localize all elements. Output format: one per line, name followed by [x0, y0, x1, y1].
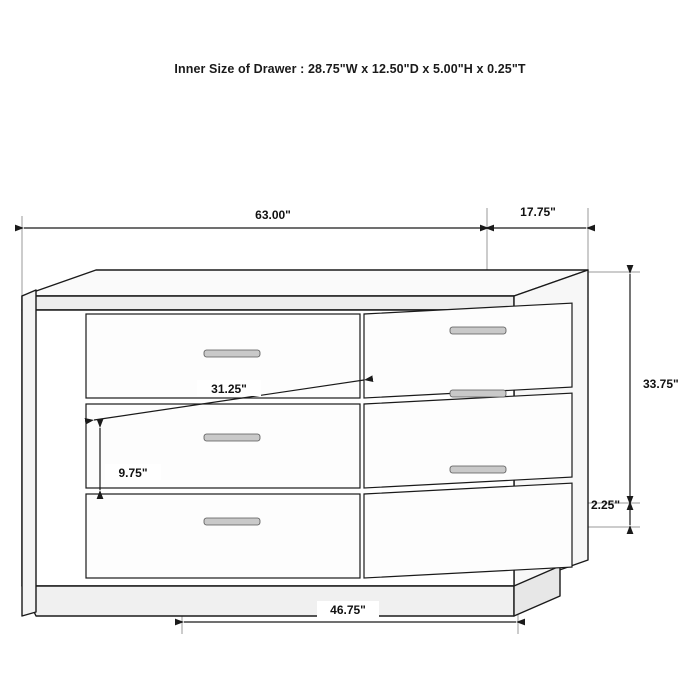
dim-label-drawer-width: 31.25": [211, 382, 247, 396]
drawer-front-top-right: [364, 303, 572, 398]
dim-label-height-total: 33.75": [643, 377, 679, 391]
handle-top-right: [450, 327, 506, 334]
handle-bottom-left: [204, 518, 260, 525]
drawer-fronts: [86, 303, 572, 578]
dim-label-base-height: 2.25": [591, 498, 621, 512]
drawer-front-bottom-left: [86, 494, 360, 578]
drawer-front-bottom-right: [364, 483, 572, 578]
dim-label-depth-top: 17.75": [520, 205, 556, 219]
handle-mid-left: [204, 434, 260, 441]
dim-label-base-width: 46.75": [330, 603, 366, 617]
dim-label-drawer-height: 9.75": [118, 466, 148, 480]
handle-mid-right: [450, 390, 506, 397]
dresser-top-surface: [22, 270, 588, 296]
dresser-base-front: [22, 586, 514, 616]
dresser-left-edge: [22, 290, 36, 616]
page-title: Inner Size of Drawer : 28.75"W x 12.50"D x 5.00"H x 0.25"T: [174, 62, 526, 76]
handle-top-left: [204, 350, 260, 357]
drawer-front-mid-right: [364, 393, 572, 488]
dim-label-width-total: 63.00": [255, 208, 291, 222]
handle-bottom-right: [450, 466, 506, 473]
dresser-top-edge: [22, 296, 514, 310]
